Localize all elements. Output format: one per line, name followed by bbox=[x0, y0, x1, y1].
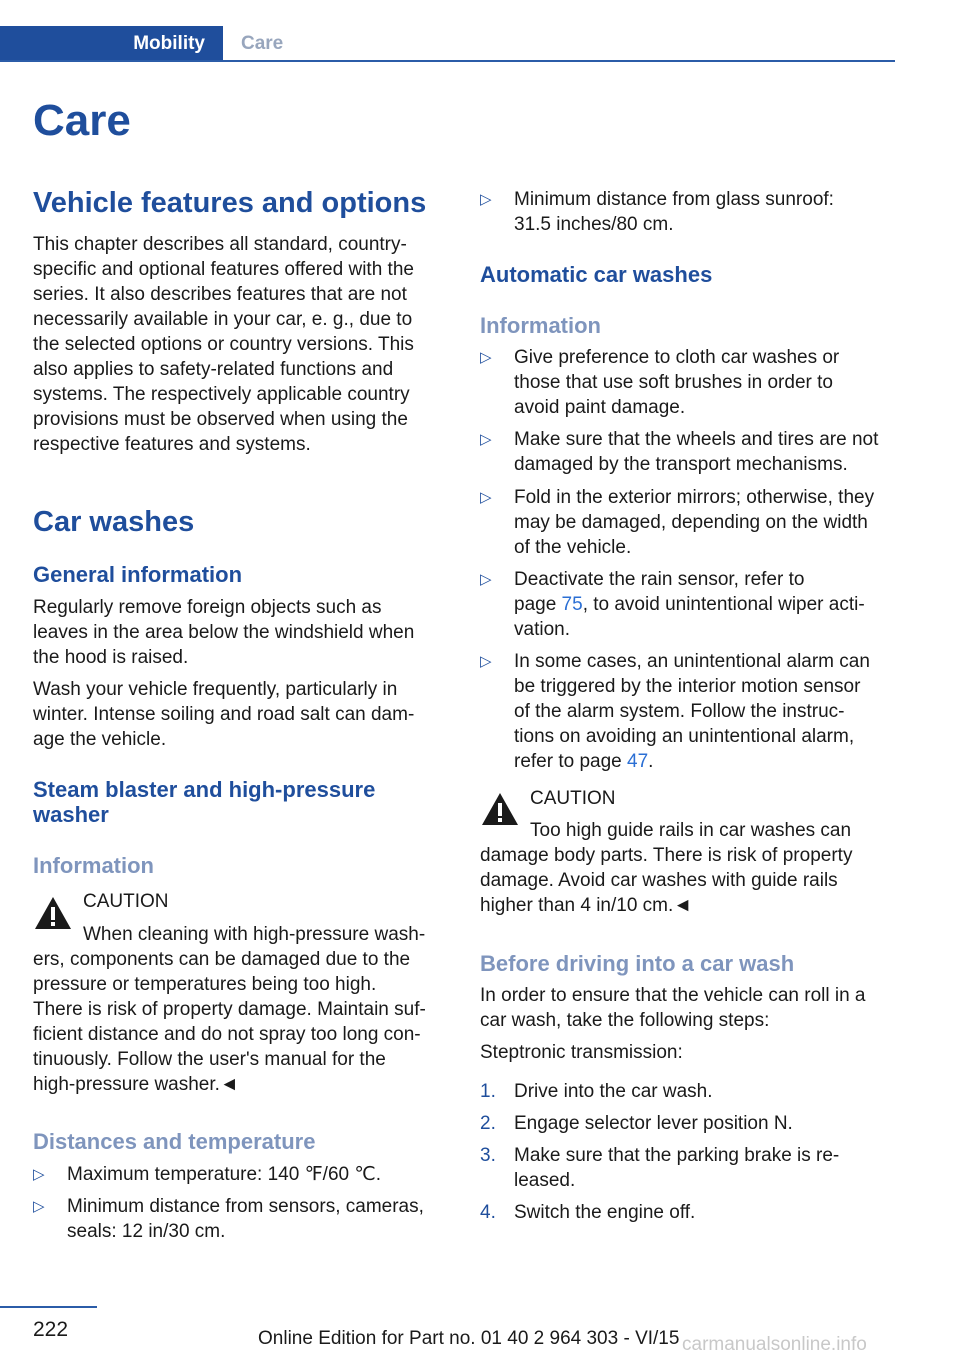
distances-heading: Distances and temperature bbox=[33, 1129, 316, 1154]
before-car-wash-text: In order to ensure that the vehicle can roll in a car wash, take the following steps: bbox=[480, 985, 866, 1031]
triangle-bullet-icon: ▷ bbox=[480, 571, 492, 588]
car-washes-heading: Car washes bbox=[33, 506, 195, 538]
general-information-heading: General information bbox=[33, 562, 243, 587]
triangle-bullet-icon: ▷ bbox=[480, 653, 492, 670]
header-rule bbox=[0, 60, 895, 62]
caution-text-left: ers, components can be damaged due to the pressure or temperatures being too high. There is risk of property damage. Maintain suf- ficient distance and do not spray too long con- tinuously. Follow the user's manual for the high-pressure washer.◄ bbox=[33, 949, 426, 1095]
information-heading-right: Information bbox=[480, 313, 601, 338]
page-number: 222 bbox=[33, 1318, 69, 1341]
caution-label-right: CAUTION bbox=[530, 788, 616, 809]
caution-text-line-1: When cleaning with high-pressure wash- bbox=[83, 924, 426, 945]
vehicle-features-text: This chapter describes all standard, country- specific and optional features offered with the series. It also describes features that are not necessarily available in your car, e. g., due to the selected options or country versions. This also applies to safety-related functions and systems. The respectively applicable country provisions must be observed when using the respective features and systems. bbox=[33, 234, 414, 455]
footer-rule bbox=[0, 1306, 97, 1308]
caution-label-left: CAUTION bbox=[83, 891, 169, 912]
triangle-bullet-icon: ▷ bbox=[480, 191, 492, 208]
chapter-title: Care bbox=[33, 96, 131, 145]
triangle-bullet-icon: ▷ bbox=[33, 1198, 45, 1215]
triangle-bullet-icon: ▷ bbox=[480, 349, 492, 366]
triangle-bullet-icon: ▷ bbox=[480, 489, 492, 506]
caution-icon bbox=[480, 791, 520, 827]
steam-blaster-heading: Steam blaster and high-pressure washer bbox=[33, 777, 376, 827]
general-information-p1: Regularly remove foreign objects such as leaves in the area below the windshield when the hood is raised. bbox=[33, 597, 415, 668]
section-tab-mobility[interactable]: Mobility bbox=[0, 26, 223, 62]
automatic-car-washes-heading: Automatic car washes bbox=[480, 262, 713, 287]
watermark: carmanualsonline.info bbox=[682, 1334, 867, 1355]
edition-footer: Online Edition for Part no. 01 40 2 964 303 - VI/15 bbox=[258, 1328, 680, 1349]
page-link-75[interactable]: 75 bbox=[561, 594, 583, 615]
before-car-wash-heading: Before driving into a car wash bbox=[480, 951, 795, 976]
caution-icon bbox=[33, 895, 73, 931]
header-bar bbox=[0, 26, 895, 62]
section-tab-care[interactable]: Care bbox=[241, 33, 284, 54]
steptronic-label: Steptronic transmission: bbox=[480, 1042, 683, 1063]
caution-text-right: damage body parts. There is risk of property damage. Avoid car washes with guide rails higher than 4 in/10 cm.◄ bbox=[480, 845, 853, 916]
information-heading-left: Information bbox=[33, 853, 154, 878]
caution-text-line-1: Too high guide rails in car washes can bbox=[530, 820, 852, 841]
triangle-bullet-icon: ▷ bbox=[480, 431, 492, 448]
triangle-bullet-icon: ▷ bbox=[33, 1166, 45, 1183]
page-link-47[interactable]: 47 bbox=[627, 751, 649, 772]
vehicle-features-heading: Vehicle features and options bbox=[33, 187, 427, 219]
general-information-p2: Wash your vehicle frequently, particularly in winter. Intense soiling and road salt can dam- age the vehicle. bbox=[33, 679, 415, 750]
